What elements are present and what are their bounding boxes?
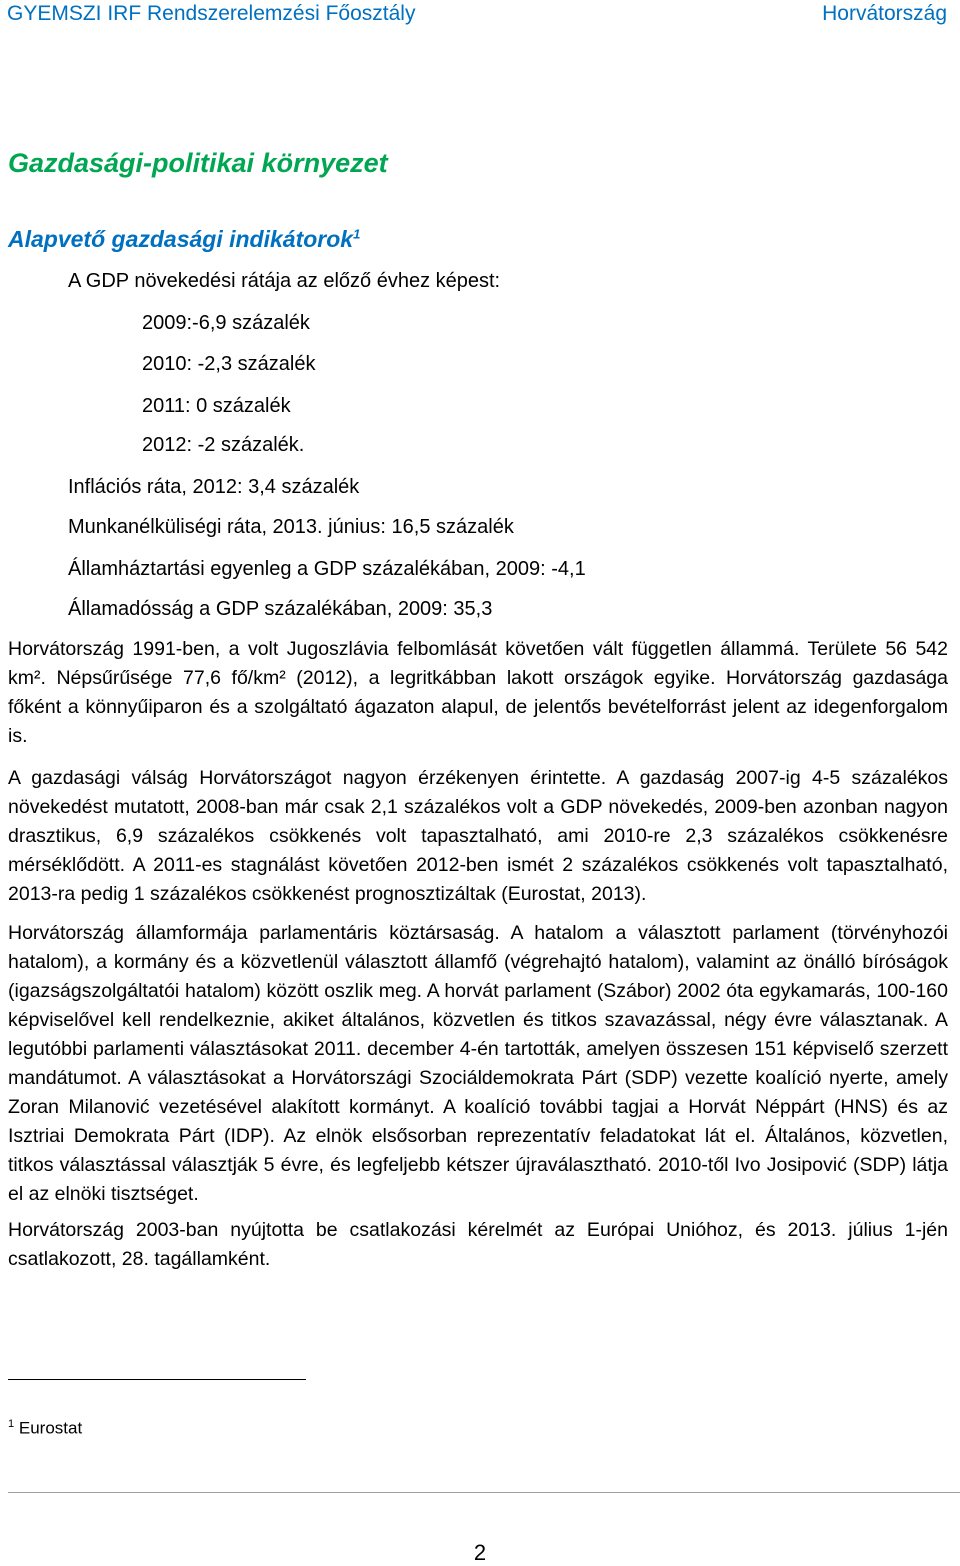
gdp-year-2009: 2009:-6,9 százalék [142,312,310,334]
budget-balance: Államháztartási egyenleg a GDP százalékában, 2009: -4,1 [68,558,586,580]
subheading-text: Alapvető gazdasági indikátorok [8,226,354,252]
footnote-reference[interactable]: 1 [353,226,361,242]
footer-separator [8,1492,960,1493]
unemployment-rate: Munkanélküliségi ráta, 2013. június: 16,5 százalék [68,516,514,538]
footnote-separator [8,1379,306,1380]
gdp-year-2012: 2012: -2 százalék. [142,434,305,456]
paragraph-overview: Horvátország 1991-ben, a volt Jugoszlávia felbomlását követően vált független állammá. Területe 56 542 km². Népsűrűsége 77,6 fő/km² (2012), a legritkábban lakott országok egyike. Horvátország gazdasága főként a könnyűiparon és a szolgáltató ágazaton alapul, de jelentős bevételforrást jelent az idegenforgalom is. [8,638,948,747]
footnote [8,1418,82,1439]
paragraph-economic-crisis: A gazdasági válság Horvátországot nagyon érzékenyen érintette. A gazdaság 2007-ig 4-5 százalékos növekedést mutatott, 2008-ban már csak 2,1 százalékos volt a GDP növekedés, 2009-ben azonban nagyon drasztikus, 6,9 százalékos csökkenés volt tapasztalható, ami 2010-re 2,3 százalékos csökkenésre mérséklődött. A 2011-es stagnálást követően 2012-ben ismét 2 százalékos csökkenés volt tapasztalható, 2013-ra pedig 1 százalékos csökkenést prognosztizáltak (Eurostat, 2013). [8,767,948,905]
section-title: Gazdasági-politikai környezet [8,148,388,178]
paragraph-government: Horvátország államformája parlamentáris köztársaság. A hatalom a választott parlament (törvényhozói hatalom), a kormány és a közvetlenül választott államfő (végrehajtó hatalom), valamint az önálló bíróságok (igazságszolgáltatói hatalom) között oszlik meg. A horvát parlament (Szábor) 2002 óta egykamarás, 100-160 képviselővel kell rendelkeznie, akiket általános, közvetlen és titkos szavazással, négy évre választanak. A legutóbbi parlamenti választásokat 2011. december 4-én tartották, amelyen összesen 151 képviselő szerzett mandátumot. A választásokat a Horvátországi Szociáldemokrata Párt (SDP) vezette koalíció nyerte, amely Zoran Milanović vezetésével alakított kormányt. A koalíció további tagjai a Horvát Néppárt (HNS) és az Isztriai Demokrata Párt (IDP). Az elnök elsősorban reprezentatív feladatokat lát el. Általános, közvetlen, titkos választással választják 5 évre, és legfeljebb kétszer újraválasztható. 2010-től Ivo Josipović (SDP) látja el az elnöki tisztséget. [8,922,948,1205]
footnote-number: 1 [8,1418,15,1430]
page-header [0,0,960,36]
footnote-text: Eurostat [18,1418,83,1438]
gdp-year-2010: 2010: -2,3 százalék [142,353,316,375]
subheading [8,226,360,253]
header-organization: GYEMSZI IRF Rendszerelemzési Főosztály [7,2,416,25]
header-country: Horvátország [822,2,947,25]
page-number: 2 [473,1540,487,1565]
gdp-year-2011: 2011: 0 százalék [142,395,291,417]
paragraph-eu-accession: Horvátország 2003-ban nyújtotta be csatlakozási kérelmét az Európai Unióhoz, és 2013. július 1-jén csatlakozott, 28. tagállamként. [8,1219,948,1270]
gdp-growth-label: A GDP növekedési rátája az előző évhez képest: [68,270,501,292]
public-debt: Államadósság a GDP százalékában, 2009: 35,3 [68,598,493,620]
inflation-rate: Inflációs ráta, 2012: 3,4 százalék [68,476,360,498]
